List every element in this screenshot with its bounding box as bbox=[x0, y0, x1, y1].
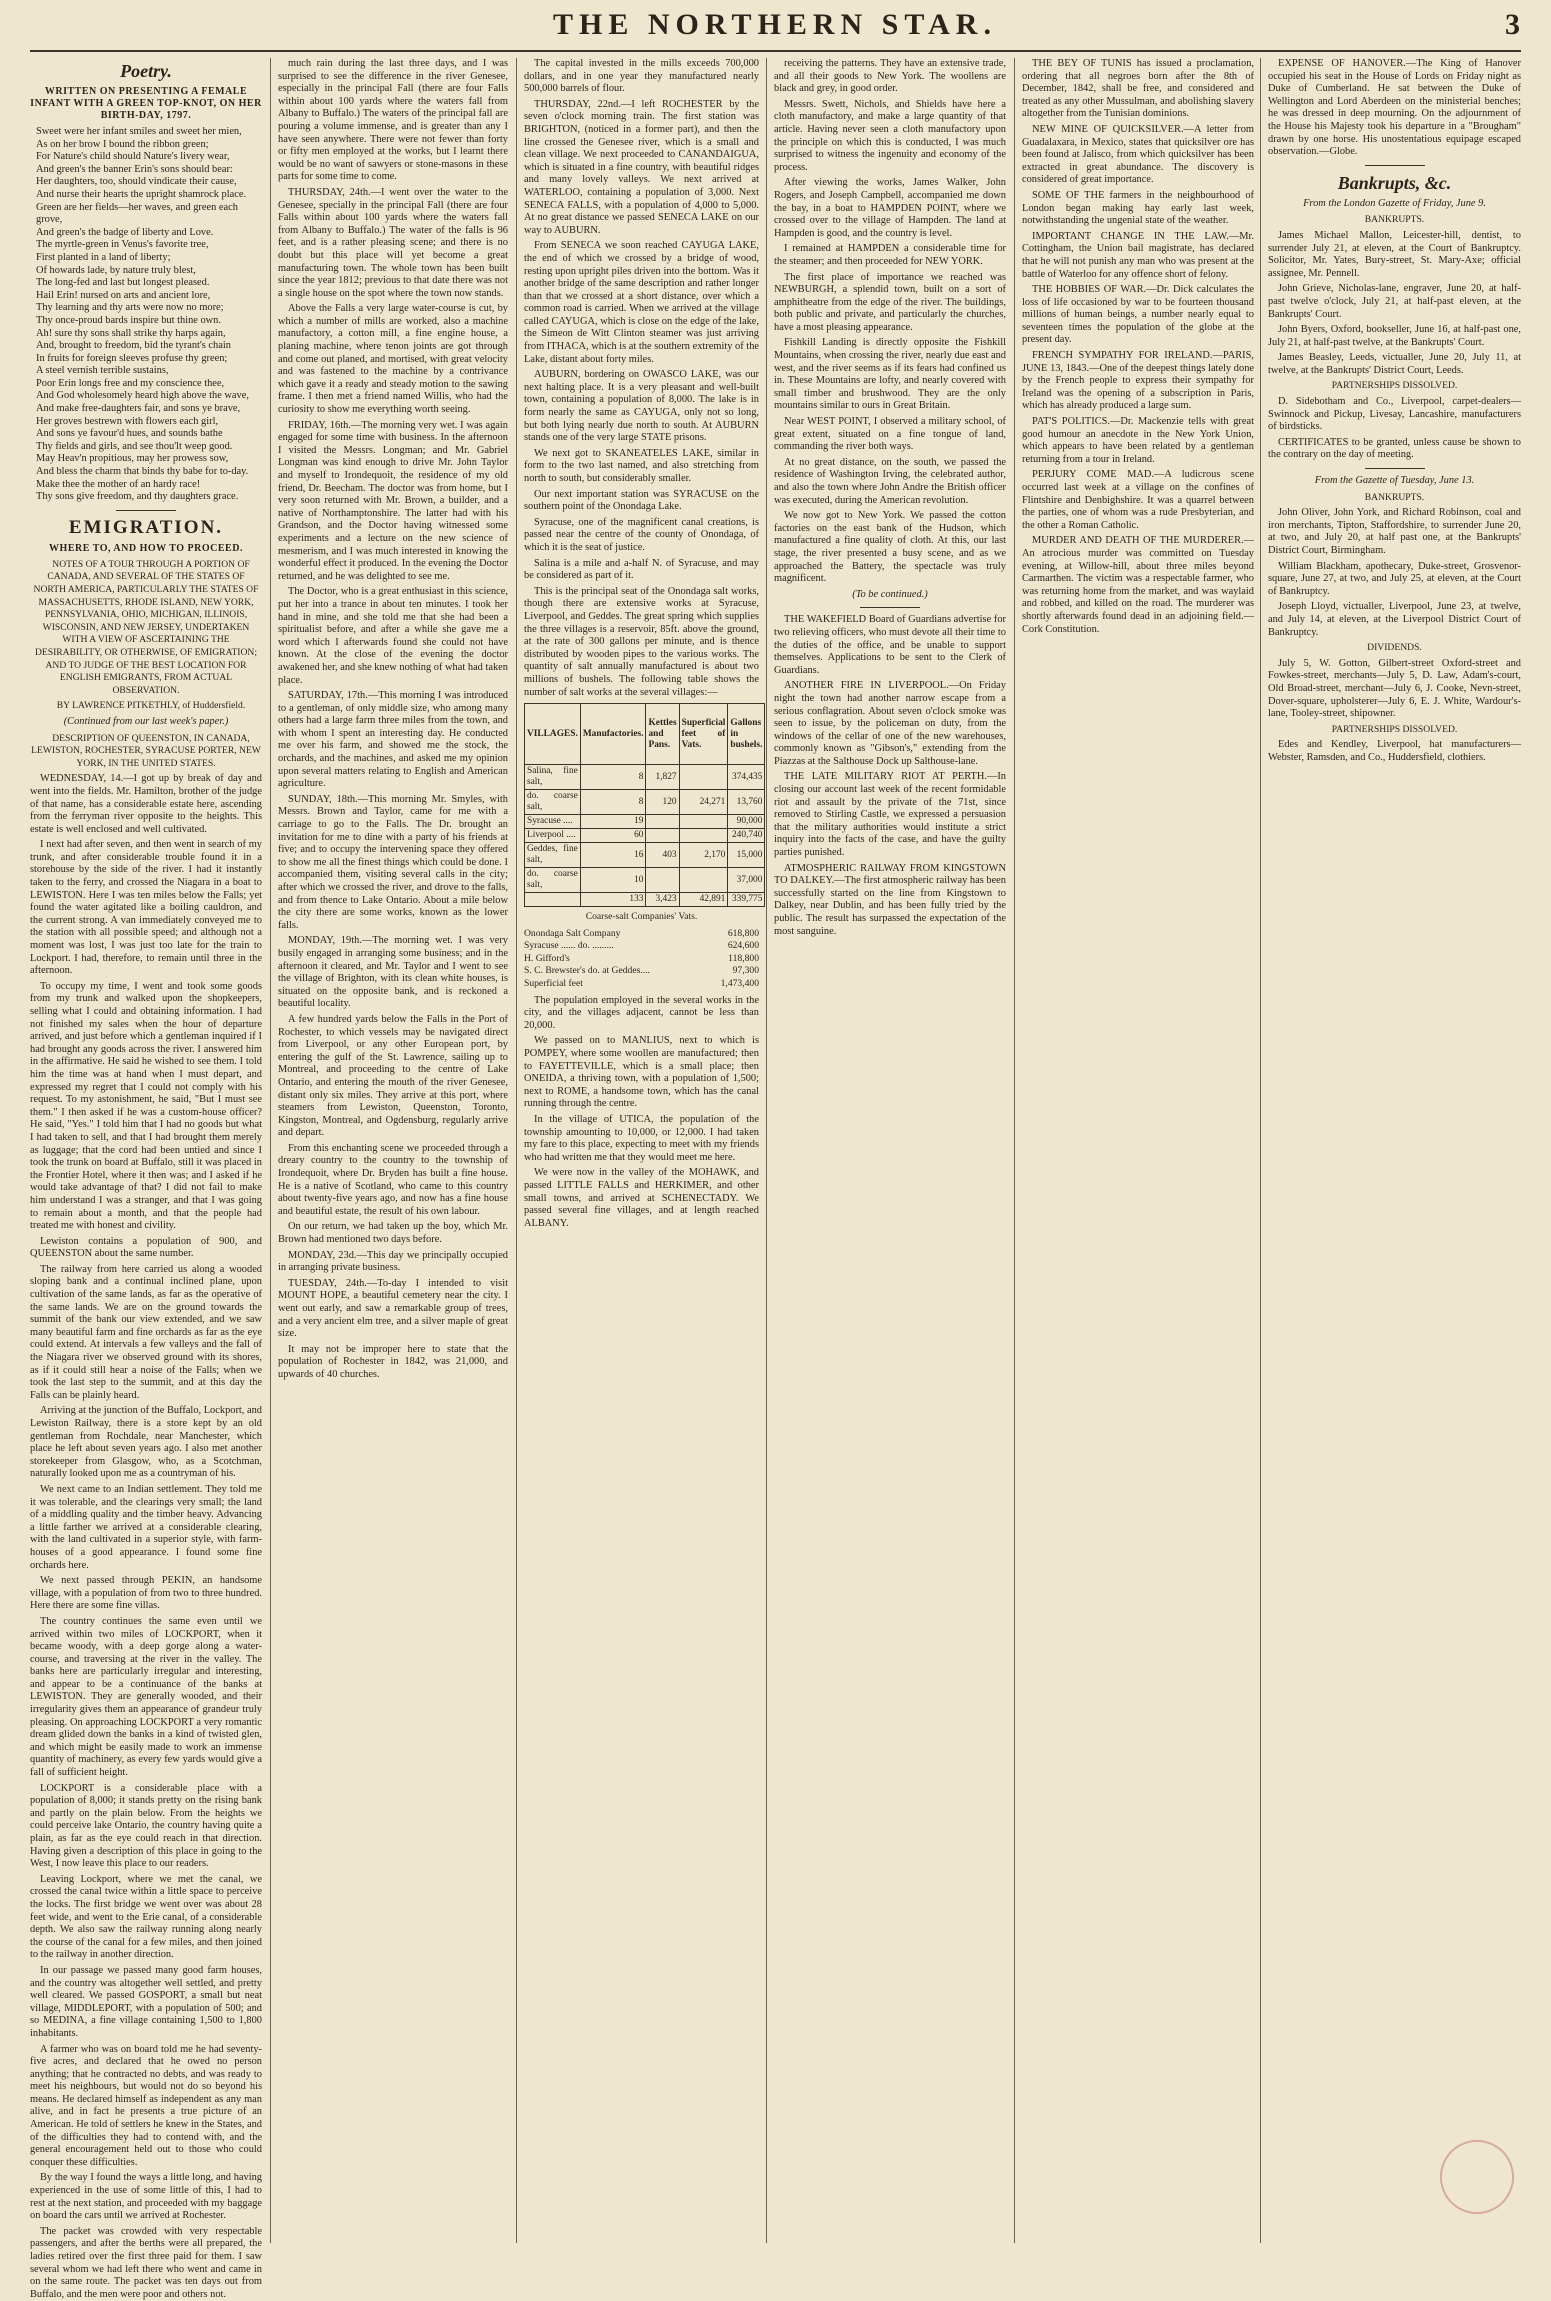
paragraph: From this enchanting scene we proceeded through a dreary country to the country to the township of Irondequoit, where Dr. Bryden has built a fine house. He is a native of Scotland, who came to this country about twenty-five years ago, and now has a fine house and beautiful estate, the result of his own labour. bbox=[278, 1142, 508, 1217]
poetry-heading: Poetry. bbox=[120, 61, 172, 81]
coarse-salt-name: H. Gifford's bbox=[524, 952, 570, 964]
table-body bbox=[525, 765, 765, 907]
poem-line: Thy sons give freedom, and thy daughters grace. bbox=[36, 491, 239, 503]
paragraph: Messrs. Swett, Nichols, and Shields have here a cloth manufactory, and make a large quantity of that article. Having never seen a cloth manufactory upon the principle on which this is conducted, I was much surprised to witness the ingenuity and economy of the process. bbox=[774, 98, 1006, 173]
poem-line: Hail Erin! nursed on arts and ancient lore, bbox=[36, 289, 211, 301]
paragraph: LOCKPORT is a considerable place with a population of 8,000; it stands pretty on the rising bank and partly on the plain below. From the heights we could perceive lake Ontario, the country having quite a plain, as far as the eye could reach in that direction. Having given a description of this place in going to the West, I now leave this place to our readers. bbox=[30, 1782, 262, 1870]
paragraph: SUNDAY, 18th.—This morning Mr. Smyles, with Messrs. Brown and Taylor, came for me with a carriage to go to the Falls. The Dr. brought an invitation for me to dine with a party of his friends at five; and to occupy the intervening space they offered to show me all the finest things which could be done. I accompanied them, visiting several calls in the city; after which we crossed the river, and drove to the falls, and from thence to Lake Ontario. About a mile below the city there are some works, known as the lower falls. bbox=[278, 793, 508, 931]
column-4 bbox=[774, 58, 1006, 2243]
table-row bbox=[525, 843, 765, 868]
section-rule bbox=[860, 607, 920, 608]
bankrupt-entry: John Grieve, Nicholas-lane, engraver, June 20, at half-past twelve o'clock, July 21, at half-past eleven, at the Bankrupts' Court. bbox=[1268, 283, 1521, 320]
poem bbox=[30, 126, 262, 504]
table-row bbox=[525, 868, 765, 893]
paragraph: In the village of UTICA, the population of the township amounting to 10,000, or 12,000. I had taken my fare to this place, expecting to meet with my friends who had written me that they would meet me here. bbox=[524, 1114, 759, 1163]
paragraph: MONDAY, 23d.—This day we principally occupied in arranging private business. bbox=[278, 1249, 508, 1274]
paragraph: On our return, we had taken up the boy, which Mr. Brown had mentioned two days before. bbox=[278, 1221, 508, 1246]
table-row bbox=[525, 790, 765, 815]
masthead-rule bbox=[30, 50, 1521, 52]
paragraph: I remained at HAMPDEN a considerable time for the steamer; and then proceeded for NEW YORK. bbox=[774, 243, 1006, 267]
poem-line: And green's the banner Erin's sons should bear: bbox=[36, 163, 233, 175]
column-3 bbox=[524, 58, 763, 2243]
table-header-cell: VILLAGES. bbox=[525, 704, 581, 765]
column-2 bbox=[278, 58, 508, 2243]
bankrupt-entry: Joseph Lloyd, victualler, Liverpool, June 23, at twelve, and July 14, at eleven, at the Liverpool District Court of Bankruptcy. bbox=[1268, 601, 1521, 638]
paragraph: After viewing the works, James Walker, John Rogers, and Joseph Campbell, accompanied me down the bay, in a boat to HAMPDEN POINT, where we crossed over to the village of Hampden. The land at Hampden is good, and the country is level. bbox=[774, 177, 1006, 239]
table-cell bbox=[525, 893, 581, 907]
section-rule bbox=[116, 510, 176, 511]
bankrupt-entry: William Blackham, apothecary, Duke-street, Grosvenor-square, June 27, at two, and July 25, at eleven, at the Court of Bankruptcy. bbox=[1268, 560, 1521, 597]
paragraph: We were now in the valley of the MOHAWK, and passed LITTLE FALLS and HERKIMER, and other small towns, and arrived at SCHENECTADY. We passed several fine villages, and at length reached ALBANY. bbox=[524, 1167, 759, 1229]
poem-line: Thy learning and thy arts were now no more; bbox=[36, 302, 224, 314]
bankrupt-entries bbox=[1268, 230, 1521, 378]
news-item: NEW MINE OF QUICKSILVER.—A letter from Guadalaxara, in Mexico, states that quicksilver ore has been found at Jalisco, from which quicksilver has been extracted in great abundance. The discovery is considered of great importance. bbox=[1022, 123, 1254, 186]
news-item: THE LATE MILITARY RIOT AT PERTH.—In closing our account last week of the recent formidable riot and assault by the private of the 71st, since removed to Stirling Castle, we expressed a persuasion that the military authorities would institute a strict inquiry into the facts of the case, and have the guilty parties punished. bbox=[774, 771, 1006, 859]
column-divider bbox=[766, 58, 767, 2243]
table-cell: 24,271 bbox=[679, 790, 728, 815]
paragraph: The population employed in the several works in the city, and the villages adjacent, cannot be less than 20,000. bbox=[524, 994, 759, 1031]
dissolved-text: D. Sidebotham and Co., Liverpool, carpet-dealers—Swinnock and Pickup, Livesay, Lancashire, manufacturers of birdsticks. bbox=[1268, 396, 1521, 433]
table-cell: 37,000 bbox=[728, 868, 765, 893]
paragraph: In our passage we passed many good farm houses, and the country was altogether well settled, and pretty well cleared. We passed GOSPORT, a small but neat village, MIDDLEPORT, with a population of 500; and so MEDINA, a fine village containing 1,500 to 1,800 inhabitants. bbox=[30, 1964, 262, 2039]
table-cell: Liverpool .... bbox=[525, 829, 581, 843]
paragraph: Syracuse, one of the magnificent canal creations, is passed near the centre of the county of Onondaga, of which it is the seat of justice. bbox=[524, 516, 759, 553]
section-rule bbox=[1365, 468, 1425, 469]
poem-line: First planted in a land of liberty; bbox=[36, 251, 171, 263]
poem-line: And make free-daughters fair, and sons ye brave, bbox=[36, 403, 241, 415]
poem-line: Sweet were her infant smiles and sweet her mien, bbox=[36, 126, 242, 137]
news-item: SOME OF THE farmers in the neighbourhood of London began making hay early last week, notwithstanding the ungenial state of the weather. bbox=[1022, 189, 1254, 227]
coarse-salt-value: 1,473,400 bbox=[720, 978, 759, 990]
bankrupt-entry: James Beasley, Leeds, victualler, June 20, July 11, at twelve, at the Bankrupts' District Court, Leeds. bbox=[1268, 352, 1521, 376]
coarse-salt-row bbox=[524, 928, 759, 941]
page-number: 3 bbox=[1505, 8, 1520, 41]
paragraph: TUESDAY, 24th.—To-day I intended to visit MOUNT HOPE, a beautiful cemetery near the city. I went out early, and saw a remarkable group of trees, and a very ancient elm tree, and a silver maple of great size. bbox=[278, 1277, 508, 1340]
paragraph: The capital invested in the mills exceeds 700,000 dollars, and in one year they manufactured nearly 500,000 barrels of flour. bbox=[524, 58, 759, 95]
table-cell bbox=[646, 868, 679, 893]
poem-line: Of howards lade, by nature truly blest, bbox=[36, 264, 196, 276]
column-divider bbox=[1014, 58, 1015, 2243]
paragraph: We now got to New York. We passed the cotton factories on the east bank of the Hudson, which manufactured a fine quality of cloth. At this, our last stage, the river presented a busy scene, and as we approached the Battery, the spectacle was truly magnificent. bbox=[774, 510, 1006, 585]
coarse-salt-value: 618,800 bbox=[727, 927, 759, 939]
poem-line: A steel vernish terrible sustains, bbox=[36, 365, 169, 377]
news-item: MURDER AND DEATH OF THE MURDERER.—An atrocious murder was committed on Tuesday evening, at Willow-hill, about three miles beyond Carmarthen. The victim was a respectable farmer, who was returning home from the market, and was waylaid and robbed, and killed on the road. The murderer was shortly afterwards found dead in an adjoining field.—Cork Constitution. bbox=[1022, 535, 1254, 635]
hanover-item: EXPENSE OF HANOVER.—The King of Hanover occupied his seat in the House of Lords on Friday night as Duke of Cumberland. He sat between the Duke of Wellington and Lord Aberdeen on the ministerial benches; he was dressed in deep mourning. On the adjournment of the House his Majesty took his departure in a "Brougham" drawn by one horse. His unostentatious equipage escaped observation.—Globe. bbox=[1268, 58, 1521, 158]
table-cell: 120 bbox=[646, 790, 679, 815]
to-be-continued: (To be continued.) bbox=[852, 588, 928, 600]
table-cell: 3,423 bbox=[646, 893, 679, 907]
poem-line: Her daughters, too, should vindicate their cause, bbox=[36, 176, 237, 188]
poem-line: Thy fields and girls, and see thou'lt weep good. bbox=[36, 440, 233, 452]
poem-line: And sons ye favour'd hues, and sounds bathe bbox=[36, 428, 223, 440]
poem-title: WRITTEN ON PRESENTING A FEMALE INFANT WITH A GREEN TOP-KNOT, ON HER BIRTH-DAY, 1797. bbox=[30, 86, 262, 121]
description-heading: DESCRIPTION OF QUEENSTON, IN CANADA, LEWISTON, ROCHESTER, SYRACUSE PORTER, NEW YORK, IN THE UNITED STATES. bbox=[31, 732, 261, 769]
table-row bbox=[525, 893, 765, 907]
dividends-text: July 5, W. Gotton, Gilbert-street Oxford-street and Fowkes-street, merchants—July 5, D. Law, Adam's-court, Old Broad-street, merchant—July 6, J. Cooke, Nevn-street, Dover-square, upholsterer—July 6, E. J. White, Wardour's-lane, Tooley-street, shipowner. bbox=[1268, 657, 1521, 720]
news-item: ATMOSPHERIC RAILWAY FROM KINGSTOWN TO DALKEY.—The first atmospheric railway has been successfully started on the line from Kingstown to Dalkey, near Dublin, and has been fully tried by the public. The result has surpassed the expectation of the most sanguine. bbox=[774, 862, 1006, 937]
dissolved-label: PARTNERSHIPS DISSOLVED. bbox=[1331, 380, 1458, 392]
paragraph: A few hundred yards below the Falls in the Port of Rochester, to which vessels may be navigated direct from Liverpool, or any other European port, by entering the gulf of the St. Lawrence, sailing up to Montreal, and proceeding to the centre of Lake Ontario, and entering the mouth of the river Genesee, distant only six miles. They arrive at this port, where steamers from Lewiston, Queenston, Toronto, Kingston, Montreal, and Ogdensburg, regularly arrive and depart. bbox=[278, 1013, 508, 1139]
bankrupt-entry: John Byers, Oxford, bookseller, June 16, at half-past one, July 21, at half-past twelve, at the Bankrupts' Court. bbox=[1268, 324, 1521, 348]
coarse-salt-list bbox=[524, 928, 759, 991]
coarse-salt-name: Syracuse ...... do. ......... bbox=[524, 940, 614, 952]
table-row bbox=[525, 815, 765, 829]
paragraph: WEDNESDAY, 14.—I got up by break of day and went into the fields. Mr. Hamilton, brother of the judge of that name, has a considerable estate here, ascending from the ferryman river opposite to the heights. This estate is well enclosed and well cultivated. bbox=[30, 773, 262, 835]
poem-line: Make thee the mother of an hardy race! bbox=[36, 478, 201, 490]
table-cell: 240,740 bbox=[728, 829, 765, 843]
paragraph: THURSDAY, 24th.—I went over the water to the Genesee, specially in the principal Fall (there are four Falls within about 100 yards where the waters fall from Albany to Buffalo.) The water of the falls is 96 feet, and is a rather pleasing scene; and there is no doubt but this place will yet become a great manufacturing town. The whole town has been built since the year 1812; previous to that date there was not a single house on the spot where the town now stands. bbox=[278, 186, 508, 299]
news-item: THE HOBBIES OF WAR.—Dr. Dick calculates the loss of life occasioned by war to be fourteen thousand millions of human beings, a number nearly equal to seventeen times the population of the globe at the present day. bbox=[1022, 284, 1254, 346]
coarse-salt-value: 97,300 bbox=[732, 965, 759, 977]
column-divider bbox=[1260, 58, 1261, 2243]
coarse-salt-value: 118,800 bbox=[728, 952, 759, 964]
table-cell: 339,775 bbox=[728, 893, 765, 907]
coarse-salt-row bbox=[524, 978, 759, 991]
paragraph: At no great distance, on the south, we passed the residence of Washington Irving, the celebrated author, and also the town where John Andre the British officer was executed, during the American revolution. bbox=[774, 456, 1006, 506]
paragraph: The packet was crowded with very respectable passengers, and after the berths were all prepared, the ladies retired over the first three paid for them. I saw several whom we had left there who went and came in on the same route. The packet was ten days out from Buffalo, and the men were poor and others not. bbox=[30, 2225, 262, 2300]
coarse-salt-row bbox=[524, 953, 759, 966]
news-items bbox=[1022, 58, 1254, 636]
paragraph: Arriving at the junction of the Buffalo, Lockport, and Lewiston Railway, there is a store kept by an old gentleman from Rochdale, near Manchester, which place he left about seven years ago. I also met another storekeeper from Glasgow, who, as a Scotchman, naturally looked upon me as a countryman of his. bbox=[30, 1405, 262, 1480]
table-cell bbox=[646, 815, 679, 829]
paragraph: much rain during the last three days, and I was surprised to see the difference in the river Genesee, especially in the principal Fall (there are four Falls within about 100 yards where the waters fall from Albany to Buffalo.) The waters of the principal fall are pouring a volume immense, and is greater than any I have seen anywhere. There were not fewer than forty or fifty men employed at the works, but I learnt there would be no want of sawyers or stone-masons in these parts for some time to come. bbox=[278, 58, 508, 183]
table-cell: 8 bbox=[580, 790, 646, 815]
poem-line: Poor Erin longs free and my conscience thee, bbox=[36, 377, 225, 389]
paragraph: The country continues the same even until we arrived within two miles of LOCKPORT, when it became woody, with a deep gorge along a water-course, and traversing at the river in the valley. The banks here are particularly irregular and interesting, and appear to be a continuance of the banks at LEWISTON. They are generally wooded, and their irregularity gives them an appearance of grandeur truly pleasing. On approaching LOCKPORT a very romantic dream glided down the banks in a kind of twisted glen, and which might be easily made to work an immense quantity of machinery, as every few yards would give a fall of sufficient height. bbox=[30, 1615, 262, 1779]
salt-works-table bbox=[524, 703, 765, 907]
news-item: THE BEY OF TUNIS has issued a proclamation, ordering that all negroes born after the 8th of December, 1842, shall be free, and considered and treated as any other Mussulman, and abolishing slavery altogether from the Tunisian dominions. bbox=[1022, 58, 1254, 120]
bankrupt-entries bbox=[1268, 507, 1521, 639]
article-body bbox=[524, 995, 759, 1231]
table-cell: Syracuse .... bbox=[525, 815, 581, 829]
table-row bbox=[525, 765, 765, 790]
paragraph: We next passed through PEKIN, an handsome village, with a population of from two to three hundred. Here there are some fine villas. bbox=[30, 1575, 262, 1612]
coarse-salt-name: Onondaga Salt Company bbox=[524, 927, 621, 939]
coarse-salt-row bbox=[524, 965, 759, 978]
poem-line: Green are her fields—her waves, and green each grove, bbox=[36, 201, 238, 226]
dividends-label: DIVIDENDS. bbox=[1367, 642, 1422, 654]
table-cell bbox=[646, 829, 679, 843]
paragraph: Lewiston contains a population of 900, and QUEENSTON about the same number. bbox=[30, 1235, 262, 1260]
table-cell: 133 bbox=[580, 893, 646, 907]
paragraph: Above the Falls a very large water-course is cut, by which a number of mills are worked, also a machine manufactory, a cotton mill, a fine engine house, a planing machine, where tenon joints are got through and come out planed, and mortised, with great velocity and was fastened to the machine by a contrivance which gave it a ready and steady motion to the sawing frame. I then met a friend named Willis, who had the curiosity to show me everything worth seeing. bbox=[278, 303, 508, 416]
poem-line: Ah! sure thy sons shall strike thy harps again, bbox=[36, 327, 226, 339]
column-divider bbox=[516, 58, 517, 2243]
paragraph: It may not be improper here to state that the population of Rochester in 1842, was 21,000, and upwards of 40 churches. bbox=[278, 1343, 508, 1380]
paragraph: SATURDAY, 17th.—This morning I was introduced to a gentleman, of only middle size, who among many others had a large farm three miles from the town, and with whom I spent an interesting day. He conducted me over his farm, and showed me the stock, the orchards, and the machines, and asked me my opinion upon several matters relating to English and American agriculture. bbox=[278, 690, 508, 790]
table-cell bbox=[679, 765, 728, 790]
paragraph: Near WEST POINT, I observed a military school, of great extent, situated on a fine tongue of land, commanding the river both ways. bbox=[774, 416, 1006, 453]
continued-note: (Continued from our last week's paper.) bbox=[63, 715, 229, 727]
news-item: ANOTHER FIRE IN LIVERPOOL.—On Friday night the town had another narrow escape from a serious conflagration. About seven o'clock smoke was seen to issue, by the policeman on duty, from the windows of the cellar of one of the new warehouses, commonly known as "Gibson's," extending from the Piazzas at the Salthouse Dock up Salthouse-lane. bbox=[774, 680, 1006, 767]
paragraph: I next had after seven, and then went in search of my trunk, and after considerable trouble found it in a storehouse by the side of the river. I had it instantly taken to the ferry, and crossed the Niagara in a boat to LEWISTON. Here I was ten miles below the Falls; yet found the water agitated like a boiling cauldron, and the current strong. A van immediately conveyed me to the station with all possible speed; and although not a moment was lost, I was just too late for the train to Lockport. I had, therefore, to remain until three in the afternoon. bbox=[30, 839, 262, 977]
table-row bbox=[525, 829, 765, 843]
news-items bbox=[774, 614, 1006, 938]
table-cell: Salina, fine salt, bbox=[525, 765, 581, 790]
coarse-salt-name: S. C. Brewster's do. at Geddes.... bbox=[524, 965, 650, 977]
table-cell: 60 bbox=[580, 829, 646, 843]
table-cell: 403 bbox=[646, 843, 679, 868]
poem-line: And God wholesomely heard high above the wave, bbox=[36, 390, 249, 402]
table-header-cell: Kettles and Pans. bbox=[646, 704, 679, 765]
news-item: IMPORTANT CHANGE IN THE LAW.—Mr. Cottingham, the Union bail magistrate, has declared that he will not punish any man who was present at the battle of Waterloo for any offence short of felony. bbox=[1022, 230, 1254, 280]
poem-line: And nurse their hearts the upright shamrock place. bbox=[36, 188, 247, 200]
table-cell: 19 bbox=[580, 815, 646, 829]
paragraph: receiving the patterns. They have an extensive trade, and all their goods to New York. The woollens are black and grey, in good order. bbox=[774, 58, 1006, 95]
partnerships-text: Edes and Kendley, Liverpool, hat manufacturers—Webster, Ramsden, and Co., Huddersfield, clothiers. bbox=[1268, 739, 1521, 763]
table-cell bbox=[679, 815, 728, 829]
coarse-salt-heading: Coarse-salt Companies' Vats. bbox=[585, 911, 698, 923]
paragraph: FRIDAY, 16th.—The morning very wet. I was again engaged for some time with business. In the afternoon I visited the Messrs. Longman; and Mr. Gabriel Longman was kind enough to drive Mr. John Taylor and myself to Irondequoit, the residence of my old friend, Dr. Beecham. The doctor was from home, but I very soon returned with Mr. Brown, a builder, and a native of Northamptonshire. The latter had with his Grandson, and the Doctor having witnessed some experiments and a lecture on the new science of mesmerism, and I was much interested in knowing the wonderful effect it produced. In the evening the Doctor returned, and he was delighted to see me. bbox=[278, 419, 508, 582]
article-body bbox=[524, 58, 759, 699]
news-item: THE WAKEFIELD Board of Guardians advertise for two relieving officers, who must devote all their time to the duties of the office, and be unable to support themselves. Applications to be sent to the Clerk of Guardians. bbox=[774, 614, 1006, 676]
paragraph: We passed on to MANLIUS, next to which is POMPEY, where some woollen are manufactured; then to FAYETTEVILLE, which is a small place; then ONEIDA, a thriving town, with a population of 1,500; next to ROME, a handsome town, which has the canal running through the centre. bbox=[524, 1035, 759, 1110]
bankrupt-entry: James Michael Mallon, Leicester-hill, dentist, to surrender July 21, at eleven, at the Court of Bankruptcy. Solicitor, Mr. Yates, Bury-street, St. Mary-Axe; official assignee, Mr. Pennell. bbox=[1268, 229, 1521, 279]
bankrupt-entry: John Oliver, John York, and Richard Robinson, coal and iron merchants, Tipton, Staffordshire, to surrender June 20, at two, and July 20, at half past one, at the Bankrupts' District Court, Birmingham. bbox=[1268, 507, 1521, 556]
paragraph: We next came to an Indian settlement. They told me it was tolerable, and the clearings very small; the land of a middling quality and the timber heavy. Advancing a little farther we arrived at a considerable clearing, with the land cultivated in a superior style, with farm-houses of a good appearance. I found some fine orchards here. bbox=[30, 1483, 262, 1571]
emigration-subheading: WHERE TO, AND HOW TO PROCEED. bbox=[49, 542, 243, 554]
table-cell bbox=[679, 868, 728, 893]
poem-line: And, brought to freedom, bid the tyrant's chain bbox=[36, 340, 231, 352]
paragraph: MONDAY, 19th.—The morning wet. I was very busily engaged in arranging some business; and in the afternoon it cleared, and Mr. Taylor and I went to see the village of Brighton, with its clean white houses, is situated on the opposite bank, and is reckoned a beautiful locality. bbox=[278, 935, 508, 1010]
poem-line: Her groves bestrewn with flowers each girl, bbox=[36, 415, 219, 427]
paragraph: This is the principal seat of the Onondaga salt works, though there are extensive works at Syracuse, Liverpool, and Geddes. The great spring which supplies the three villages is a reservoir, 85ft. above the ground, at the rate of 300 gallons per minute, and is thence distributed by wooden pipes to the various works. The quantity of salt annually manufactured is about two millions of bushels. The following table shows the number of salt works at the several villages:— bbox=[524, 585, 759, 698]
poem-line: And green's the badge of liberty and Love. bbox=[36, 226, 214, 238]
table-cell: 16 bbox=[580, 843, 646, 868]
table-cell: 1,827 bbox=[646, 765, 679, 790]
gazette-date-1: From the London Gazette of Friday, June 9. bbox=[1303, 197, 1486, 209]
newspaper-title: THE NORTHERN STAR. bbox=[553, 8, 997, 41]
poem-line: In fruits for foreign sleeves profuse thy green; bbox=[36, 352, 228, 364]
table-cell: 15,000 bbox=[728, 843, 765, 868]
notes-intro: NOTES OF A TOUR THROUGH A PORTION OF CANADA, AND SEVERAL OF THE STATES OF NORTH AMERICA, PARTICULARLY THE STATES OF MASSACHUSETTS, RHODE ISLAND, NEW YORK, PENNSYLVANIA, OHIO, MICHIGAN, ILLINOIS, WISCONSIN, AND NEW JERSEY, UNDERTAKEN WITH A VIEW OF ASCERTAINING THE DESIRABILITY, OR OTHERWISE, OF EMIGRATION; AND TO JUDGE OF THE BEST LOCATION FOR ENGLISH EMIGRANTS, FROM ACTUAL OBSERVATION. bbox=[33, 558, 259, 696]
column-6 bbox=[1268, 58, 1521, 2243]
table-header-cell: Gallons in bushels. bbox=[728, 704, 765, 765]
author-line: BY LAWRENCE PITKETHLY, of Huddersfield. bbox=[56, 700, 246, 712]
table-cell: 42,891 bbox=[679, 893, 728, 907]
table-cell: 8 bbox=[580, 765, 646, 790]
table-cell: do. coarse salt, bbox=[525, 790, 581, 815]
column-divider bbox=[270, 58, 271, 2243]
bankrupts-label: BANKRUPTS. bbox=[1364, 491, 1425, 503]
paragraph: Fishkill Landing is directly opposite the Fishkill Mountains, when crossing the river, nearly due east and west, and the river seems as if its fears had confined us in. These Mountains are lofty, and nearly covered with small timber and brushwood. They are the only mountains similar to ours in Great Britain. bbox=[774, 337, 1006, 412]
news-item: PERJURY COME MAD.—A ludicrous scene occurred last week at a village on the confines of Flintshire and Denbighshire. It was a quarrel between the parties, one of whom was a rude Presbyterian, and the other a Roman Catholic. bbox=[1022, 469, 1254, 531]
paragraph: AUBURN, bordering on OWASCO LAKE, was our next halting place. It is a very pleasant and well-built town, containing a population of 8,000. The lake is in form nearly the same as CAYUGA, only not so long, but both lying nearly due north to south. At AUBURN stands one of the very large STATE prisons. bbox=[524, 369, 759, 444]
table-cell bbox=[679, 829, 728, 843]
paragraph: The first place of importance we reached was NEWBURGH, a splendid town, built on a sort of amphitheatre from the edge of the river. The buildings, both public and private, and particularly the churches, have a most pleasing appearance. bbox=[774, 271, 1006, 333]
coarse-salt-value: 624,600 bbox=[727, 940, 759, 952]
poem-line: As on her brow I bound the ribbon green; bbox=[36, 138, 209, 150]
poem-line: And bless the charm that binds thy babe for to-day. bbox=[36, 466, 249, 478]
column-1 bbox=[30, 58, 262, 2300]
poem-line: For Nature's child should Nature's livery wear, bbox=[36, 151, 230, 163]
table-header-row bbox=[525, 704, 765, 765]
paragraph: Our next important station was SYRACUSE on the southern point of the Onondaga Lake. bbox=[524, 488, 759, 513]
gazette-date-2: From the Gazette of Tuesday, June 13. bbox=[1314, 475, 1475, 487]
partnerships-label: PARTNERSHIPS DISSOLVED. bbox=[1331, 723, 1458, 735]
news-item: PAT'S POLITICS.—Dr. Mackenzie tells with great good humour an anecdote in the New York Union, which appears to have been related by a gentleman returning from a tour in Ireland. bbox=[1022, 416, 1254, 465]
poem-line: The myrtle-green in Venus's favorite tree, bbox=[36, 239, 209, 251]
paragraph: The railway from here carried us along a wooded sloping bank and a continual inclined plane, upon cultivation of the same lands, as far as the operative of the same lands. We are on the ground towards the summit of the bank our view extended, and we saw many beautiful farm and fine orchards as far as the eye could extend. At intervals a few valleys and the fall of the Niagara river we observed ground with its shores, as if it could still hear a noise of the Falls; when we took the last step to the summit, and at this day the Falls can be plainly heard. bbox=[30, 1263, 262, 1401]
table-cell: do. coarse salt, bbox=[525, 868, 581, 893]
emigration-heading: EMIGRATION. bbox=[68, 516, 224, 538]
table-header-cell: Superficial feet of Vats. bbox=[679, 704, 728, 765]
paragraph: Salina is a mile and a-half N. of Syracuse, and may be considered as part of it. bbox=[524, 557, 759, 582]
coarse-salt-name: Superficial feet bbox=[524, 978, 583, 990]
paragraph: THURSDAY, 22nd.—I left ROCHESTER by the seven o'clock morning train. The first station was BRIGHTON, (noticed in a former part), and then the line crossed the Genesee river, which is a small and clean village. We next proceeded to CANANDAIGUA, which is situated in a fine country, with beautiful ridges and many lovely valleys. We next arrived at WATERLOO, containing a population of 3,000. Next SENECA FALLS, with a population of 4,000 to 5,000. At no great distance we passed SENECA LAKE on our way to AUBURN. bbox=[524, 98, 759, 236]
bankrupts-heading: Bankrupts, &c. bbox=[1337, 172, 1452, 193]
table-cell: 2,170 bbox=[679, 843, 728, 868]
masthead bbox=[30, 8, 1520, 52]
article-body bbox=[278, 58, 508, 1382]
table-header-cell: Manufactories. bbox=[580, 704, 646, 765]
bankrupts-label: BANKRUPTS. bbox=[1364, 214, 1425, 226]
table-cell: 90,000 bbox=[728, 815, 765, 829]
column-5 bbox=[1022, 58, 1254, 2243]
poem-line: Thy once-proud bards inspire but thine own. bbox=[36, 314, 221, 326]
news-item: FRENCH SYMPATHY FOR IRELAND.—PARIS, JUNE 13, 1843.—One of the deepest things lately done by the French people to express their sympathy for Ireland was the opening of a subscription in Paris, which has already produced a large sum. bbox=[1022, 350, 1254, 412]
paragraph: We next got to SKANEATELES LAKE, similar in form to the two last named, and also stretching from north to south, but considerably smaller. bbox=[524, 447, 759, 484]
coarse-salt-row bbox=[524, 940, 759, 953]
paragraph: From SENECA we soon reached CAYUGA LAKE, the end of which we crossed by a bridge of wood, resting upon upright piles driven into the bottom. Was it another bridge of the same description and rather longer than that we crossed at a short distance, over which a common road is carried. When we arrived at the village called CAYUGA, which is close on the edge of the lake, the Simeon de Witt Clinton steamer was just arriving from ITHACA, which is at the southern extremity of the Lake, distant about forty miles. bbox=[524, 240, 759, 365]
table-cell: 10 bbox=[580, 868, 646, 893]
paragraph: By the way I found the ways a little long, and having experienced in the use of some little of this, I had to rest at the next station, and proceeded with my baggage on board the cars until we arrived at Rochester. bbox=[30, 2172, 262, 2222]
poem-line: The long-fed and last but longest pleased. bbox=[36, 277, 210, 289]
table-cell: 374,435 bbox=[728, 765, 765, 790]
certificates-text: CERTIFICATES to be granted, unless cause be shown to the contrary on the day of meeting. bbox=[1268, 436, 1521, 461]
paragraph: Leaving Lockport, where we met the canal, we crossed the canal twice within a little space to perceive the locks. The first bridge we went over was about 28 feet wide, and went to the Erie canal, of a considerable depth. We also saw the railway running along nearly the course of the canal for a few miles, and then joined to the railway in another direction. bbox=[30, 1873, 262, 1961]
table-cell: 13,760 bbox=[728, 790, 765, 815]
table-cell: Geddes, fine salt, bbox=[525, 843, 581, 868]
paragraph: To occupy my time, I went and took some goods from my trunk and walked upon the shopkeepers, selling what I could and obtaining information. I had not finished my sales when the hour of departure arrived, and just before which a gentleman inquired if I had brought any goods across the river. I answered him in the affirmative. He said he wished to see them. I told him the time was at hand when I must depart, and expressed my regret that I could not comply with his request. To my astonishment, he said, "But I must see them." I then asked if he was a custom-house officer? He said, "Yes." I told him that I had no goods but what I had taken to sell, and that I had brought them merely as luggage; that the cord had been untied and since I took the trunk on board at Buffalo, still it was placed in the Frontier Hotel, where it then was; and I asked if he would take advantage of that? I did not fail to make him understand I was a stranger, and that I was going to remain about a month, and that the people had treated me with honest and civility. bbox=[30, 980, 262, 1232]
article-body bbox=[774, 58, 1006, 586]
poem-line: May Heav'n propitious, may her prowess sow, bbox=[36, 453, 229, 465]
section-rule bbox=[1365, 165, 1425, 166]
article-body bbox=[30, 773, 262, 2301]
paragraph: A farmer who was on board told me he had seventy-five acres, and declared that he owed no person anything; that he contracted no debts, and was ready to meet his neighbours, but would not do so beyond his means. He declared himself as independent as any man alive, and in fact he presents a true picture of an American. He told of settlers he knew in the States, and of the difficulties they had to contend with, and the general encouragement held out to those who could conquer these difficulties. bbox=[30, 2043, 262, 2168]
paragraph: The Doctor, who is a great enthusiast in this science, put her into a trance in about ten minutes. I took her hand in mine, and she told me that she had been a spiritualist before, and after a while she gave me a word which I afterwards found she could not have known. At the close of the evening the doctor awakened her, and she knew nothing of what had taken place. bbox=[278, 586, 508, 686]
